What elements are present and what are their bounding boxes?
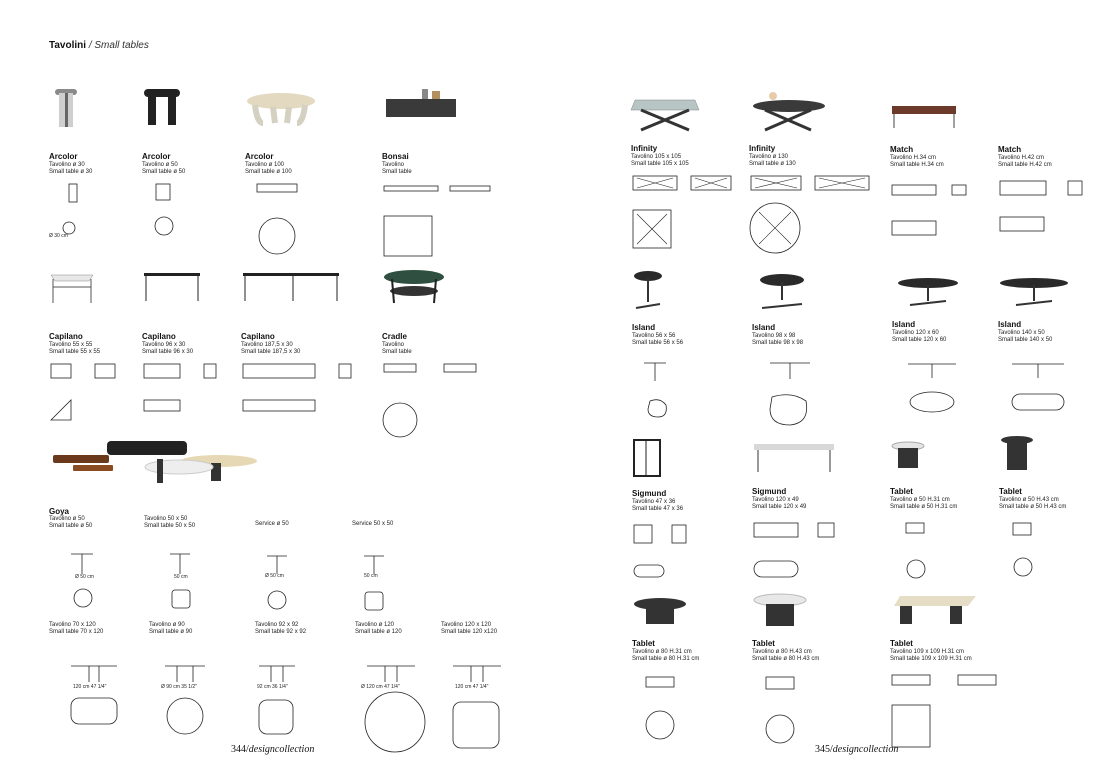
dim: 120 cm 47 1/4"	[73, 684, 107, 690]
goya-photo	[49, 435, 259, 500]
product-name: Match	[998, 145, 1022, 154]
product-infinity-130[interactable]	[749, 92, 879, 263]
technical-drawing	[382, 176, 502, 256]
dim: 50 cm	[174, 574, 188, 580]
product-capilano-96[interactable]	[142, 265, 232, 431]
product-name: Infinity	[631, 144, 658, 153]
product-it: Tavolino 70 x 120	[49, 622, 96, 628]
page-number: 344/	[231, 744, 249, 755]
product-photo	[49, 85, 89, 145]
technical-drawing	[255, 528, 335, 614]
product-en: Small table 70 x 120	[49, 629, 104, 635]
product-it: Tavolino ø 50 H.31 cm	[890, 497, 950, 503]
product-en: Small table 56 x 56	[632, 340, 684, 346]
product-photo	[382, 85, 462, 145]
dim: Ø 30 cm	[49, 233, 68, 239]
product-en: Small table 47 x 36	[632, 506, 684, 512]
product-it: Tavolino 47 x 36	[632, 499, 676, 505]
product-photo	[890, 588, 980, 632]
product-photo	[752, 592, 812, 632]
section-subtitle: Small tables	[94, 40, 149, 51]
product-en: Small table 105 x 105	[631, 161, 689, 167]
product-en: Small table 50 x 50	[144, 523, 196, 529]
product-photo	[999, 434, 1049, 480]
product-it: Tavolino ø 50	[49, 516, 85, 522]
product-it: Tavolino	[382, 162, 405, 168]
product-photo	[632, 596, 692, 632]
product-en: Small table 140 x 50	[998, 337, 1053, 343]
technical-drawing	[749, 168, 879, 258]
technical-drawing	[355, 636, 445, 746]
product-en: Small table ø 30	[49, 169, 93, 175]
product-name: Sigmund	[632, 489, 667, 498]
technical-drawing	[752, 347, 862, 437]
dim: Ø 90 cm 35 1/2"	[161, 684, 197, 690]
brand-text: designcollection	[832, 744, 899, 755]
product-en: Small table ø 90	[149, 629, 193, 635]
technical-drawing	[890, 511, 970, 591]
product-it: Tavolino 98 x 98	[752, 333, 796, 339]
dim: 92 cm 36 1/4"	[257, 684, 288, 690]
product-name: Cradle	[382, 332, 407, 341]
brand-text: designcollection	[248, 744, 315, 755]
technical-drawing	[49, 176, 109, 236]
technical-drawing	[245, 176, 325, 261]
product-tablet-50-31[interactable]	[890, 440, 990, 596]
technical-drawing	[632, 663, 712, 743]
dim: Ø 50 cm	[265, 573, 284, 579]
dim: Ø 50 cm	[75, 574, 94, 580]
page-number: 345/	[815, 744, 833, 755]
dim: 50 cm	[364, 573, 378, 579]
product-it: Tavolino ø 50 H.43 cm	[999, 497, 1059, 503]
product-en: Small table ø 50 H.31 cm	[890, 504, 958, 510]
product-it: Tavolino	[382, 342, 405, 348]
product-it: Tavolino 105 x 105	[631, 154, 682, 160]
product-photo	[49, 435, 259, 495]
page-footer-right	[815, 744, 898, 755]
product-en: Small table ø 120	[355, 629, 402, 635]
technical-drawing	[149, 636, 249, 746]
product-it: Tavolino 120 x 60	[892, 330, 939, 336]
goya-b-1[interactable]	[149, 622, 249, 751]
product-name: Tablet	[999, 487, 1022, 496]
product-arcolor-30[interactable]	[49, 85, 129, 241]
technical-drawing	[632, 513, 722, 593]
goya-b-2[interactable]	[255, 622, 355, 751]
product-photo	[382, 265, 452, 325]
product-name: Tablet	[752, 639, 775, 648]
product-photo	[142, 265, 212, 325]
product-name: Capilano	[142, 332, 176, 341]
product-name: Island	[892, 320, 916, 329]
technical-drawing	[441, 636, 531, 746]
technical-drawing	[752, 511, 862, 591]
product-en: Small table ø 130	[749, 161, 796, 167]
product-photo	[632, 268, 692, 316]
goya-a-1[interactable]	[144, 516, 239, 615]
product-arcolor-50[interactable]	[142, 85, 232, 241]
technical-drawing	[352, 528, 432, 614]
product-photo	[752, 270, 822, 316]
technical-drawing	[998, 344, 1093, 424]
product-photo	[241, 265, 351, 325]
technical-drawing	[382, 356, 502, 446]
product-en: Small table ø 50	[142, 169, 186, 175]
product-it: Tavolino 120 x 49	[752, 497, 799, 503]
product-tablet-80-31[interactable]	[632, 596, 742, 748]
product-en: Small table ø 50 H.43 cm	[999, 504, 1067, 510]
product-en: Small table H.34 cm	[890, 162, 944, 168]
product-it: Tavolino 56 x 56	[632, 333, 676, 339]
product-en: Small table 120 x 60	[892, 337, 947, 343]
product-name: Capilano	[49, 332, 83, 341]
product-match-42[interactable]	[998, 100, 1093, 244]
product-it: Tavolino ø 30	[49, 162, 85, 168]
goya-b-4[interactable]	[441, 622, 531, 751]
product-it: Tavolino 96 x 30	[142, 342, 186, 348]
product-en: Small table 120 x120	[441, 629, 498, 635]
technical-drawing	[142, 356, 232, 426]
product-en: Small table 98 x 98	[752, 340, 804, 346]
product-photo	[892, 275, 972, 313]
product-en: Small table	[382, 169, 412, 175]
product-it: Service ø 50	[255, 521, 289, 527]
technical-drawing	[144, 530, 224, 610]
product-name: Island	[998, 320, 1022, 329]
product-en: Small table 55 x 55	[49, 349, 101, 355]
product-it: Tavolino 55 x 55	[49, 342, 93, 348]
product-it: Tavolino 50 x 50	[144, 516, 188, 522]
product-en: Small table ø 100	[245, 169, 292, 175]
product-photo	[49, 265, 99, 325]
technical-drawing	[49, 530, 129, 610]
product-en: Small table 92 x 92	[255, 629, 307, 635]
product-it: Tavolino ø 130	[749, 154, 789, 160]
product-photo	[632, 438, 672, 482]
product-en: Small table ø 80 H.43 cm	[752, 656, 820, 662]
product-en: Small table ø 50	[49, 523, 93, 529]
product-cradle[interactable]	[382, 265, 512, 451]
product-arcolor-100[interactable]	[245, 85, 355, 266]
product-it: Tavolino 109 x 109 H.31 cm	[890, 649, 965, 655]
product-bonsai[interactable]	[382, 85, 512, 261]
product-island-120[interactable]	[892, 275, 992, 429]
product-photo	[631, 92, 711, 137]
product-name: Sigmund	[752, 487, 787, 496]
technical-drawing	[632, 347, 712, 437]
page-header: Tavolini / Small tables	[49, 40, 149, 51]
product-en: Small table 120 x 49	[752, 504, 807, 510]
product-it: Service 50 x 50	[352, 521, 394, 527]
product-name: Tablet	[890, 487, 913, 496]
technical-drawing	[49, 356, 129, 426]
product-en: Small table 96 x 30	[142, 349, 194, 355]
technical-drawing	[631, 168, 741, 258]
product-it: Tavolino ø 120	[355, 622, 395, 628]
product-name: Match	[890, 145, 914, 154]
product-en: Small table	[382, 349, 412, 355]
product-name: Capilano	[241, 332, 275, 341]
goya-a-2[interactable]	[255, 521, 350, 619]
technical-drawing	[890, 663, 1020, 753]
product-it: Tavolino ø 80 H.43 cm	[752, 649, 812, 655]
product-photo	[752, 440, 842, 480]
product-name: Arcolor	[142, 152, 171, 161]
product-it: Tavolino 140 x 50	[998, 330, 1045, 336]
product-photo	[245, 85, 325, 145]
product-it: Tavolino ø 90	[149, 622, 185, 628]
product-en: Small table 187,5 x 30	[241, 349, 301, 355]
technical-drawing	[892, 344, 992, 424]
page-footer-left	[231, 744, 314, 755]
technical-drawing	[998, 169, 1093, 239]
product-name: Tablet	[632, 639, 655, 648]
technical-drawing	[752, 663, 832, 749]
product-name: Goya	[49, 507, 70, 516]
product-name: Island	[632, 323, 656, 332]
goya-b-3[interactable]	[355, 622, 445, 751]
product-en: Small table ø 80 H.31 cm	[632, 656, 700, 662]
product-photo	[749, 92, 829, 137]
product-island-98[interactable]	[752, 270, 862, 442]
product-it: Tavolino ø 80 H.31 cm	[632, 649, 692, 655]
goya-a-0[interactable]	[49, 516, 144, 615]
product-infinity-105[interactable]	[631, 92, 741, 263]
product-photo	[998, 100, 1078, 138]
product-sigmund-120[interactable]	[752, 440, 862, 596]
product-photo	[890, 100, 970, 138]
product-sigmund-47[interactable]	[632, 438, 742, 598]
product-photo	[998, 275, 1078, 313]
product-it: Tavolino 120 x 120	[441, 622, 492, 628]
goya-b-0[interactable]	[49, 622, 149, 741]
product-tablet-50-43[interactable]	[999, 434, 1094, 596]
product-en: Small table 109 x 109 H.31 cm	[890, 656, 972, 662]
product-island-140[interactable]	[998, 275, 1093, 429]
technical-drawing	[255, 636, 355, 746]
goya-a-3[interactable]	[352, 521, 447, 619]
technical-drawing	[241, 356, 361, 426]
product-name: Infinity	[749, 144, 776, 153]
product-name: Arcolor	[245, 152, 274, 161]
product-island-56[interactable]	[632, 268, 742, 442]
technical-drawing	[999, 511, 1079, 591]
product-name: Bonsai	[382, 152, 409, 161]
dim: 120 cm 47 1/4"	[455, 684, 489, 690]
product-en: Small table H.42 cm	[998, 162, 1052, 168]
product-name: Island	[752, 323, 776, 332]
product-name: Tablet	[890, 639, 913, 648]
product-capilano-187[interactable]	[241, 265, 371, 431]
product-capilano-55[interactable]	[49, 265, 139, 431]
section-title: Tavolini	[49, 40, 87, 51]
product-name: Arcolor	[49, 152, 78, 161]
product-it: Tavolino 187,5 x 30	[241, 342, 293, 348]
dim: Ø 120 cm 47 1/4"	[361, 684, 400, 690]
technical-drawing	[142, 176, 202, 236]
product-it: Tavolino H.42 cm	[998, 155, 1045, 161]
product-it: Tavolino ø 50	[142, 162, 178, 168]
product-match-34[interactable]	[890, 100, 990, 244]
product-tablet-80-43[interactable]	[752, 592, 862, 754]
product-photo	[142, 85, 192, 145]
product-tablet-109[interactable]	[890, 588, 1030, 758]
product-it: Tavolino H.34 cm	[890, 155, 937, 161]
product-it: Tavolino ø 100	[245, 162, 285, 168]
technical-drawing	[890, 169, 990, 239]
product-it: Tavolino 92 x 92	[255, 622, 299, 628]
product-photo	[890, 440, 940, 480]
